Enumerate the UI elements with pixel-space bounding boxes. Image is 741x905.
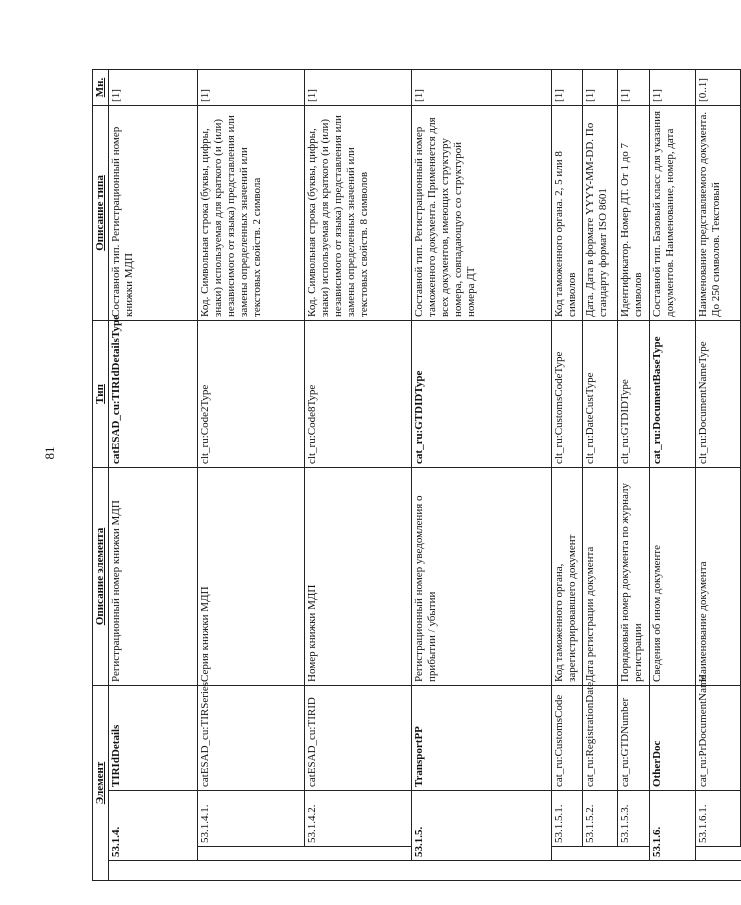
element-description: Порядковый номер документа по журналу регистрации (618, 467, 650, 685)
spec-table (92, 69, 741, 881)
indent-cell (552, 861, 583, 881)
element-type: clt_ru:Code2Type (198, 320, 305, 467)
element-name: OtherDoc (650, 685, 696, 790)
header-description: Описание элемента (93, 467, 109, 685)
element-description: Наименование документа (696, 467, 741, 685)
header-type: Тип (93, 320, 109, 467)
indent-cell (552, 847, 583, 861)
element-type: catESAD_cu:TIRIdDetailsType (109, 320, 198, 467)
multiplicity: [1] (109, 69, 198, 105)
row-number: 53.1.5.1. (552, 791, 583, 847)
element-type: cat_ru:DocumentBaseType (650, 320, 696, 467)
indent-cell (696, 847, 741, 861)
indent-cell (618, 847, 650, 861)
element-name: TIRIdDetails (109, 685, 198, 790)
type-description: Код. Символьная строка (буквы, цифры, знаки) используемая для краткого (и (или) независимого от языка) представления или замены определенных значений или текстовых свойств. 8 символов (305, 105, 412, 320)
row-number: 53.1.5. (412, 791, 552, 861)
element-name: cat_ru:GTDNumber (618, 685, 650, 790)
header-element: Элемент (93, 685, 109, 880)
table-row (552, 69, 583, 880)
element-type: clt_ru:Code8Type (305, 320, 412, 467)
element-description: Серия книжки МДП (198, 467, 305, 685)
indent-cell (305, 861, 412, 881)
multiplicity: [1] (583, 69, 618, 105)
row-number: 53.1.6.1. (696, 791, 741, 847)
table-row (618, 69, 650, 880)
element-description: Регистрационный номер уведомления о прибытии / убытии (412, 467, 552, 685)
row-number: 53.1.5.2. (583, 791, 618, 847)
multiplicity: [1] (618, 69, 650, 105)
element-description: Код таможенного органа, зарегистрировавшего документ (552, 467, 583, 685)
element-name: TransportPP (412, 685, 552, 790)
indent-cell (412, 861, 552, 881)
row-number: 53.1.4.2. (305, 791, 412, 847)
table-header (93, 69, 109, 880)
indent-cell (583, 847, 618, 861)
type-description: Дата. Дата в формате YYYY-MM-DD. По стандарту формат ISO 8601 (583, 105, 618, 320)
header-multiplicity: Мн. (93, 69, 109, 105)
indent-cell (618, 861, 650, 881)
multiplicity: [1] (552, 69, 583, 105)
type-description: Составной тип. Регистрационный номер книжки МДП (109, 105, 198, 320)
table-row (583, 69, 618, 880)
page-number: 81 (42, 446, 57, 460)
indent-cell (650, 861, 696, 881)
element-type: cat_ru:GTDIDType (412, 320, 552, 467)
type-description: Составной тип. Базовый класс для указания документов. Наименование, номер, дата (650, 105, 696, 320)
multiplicity: [0..1] (696, 69, 741, 105)
multiplicity: [1] (650, 69, 696, 105)
element-type: clt_ru:DateCustType (583, 320, 618, 467)
element-description: Дата регистрации документа (583, 467, 618, 685)
type-description: Код таможенного органа. 2, 5 или 8 символов (552, 105, 583, 320)
element-type: clt_ru:DocumentNameType (696, 320, 741, 467)
element-description: Номер книжки МДП (305, 467, 412, 685)
element-name: catESAD_cu:TIRID (305, 685, 412, 790)
table-row (198, 69, 305, 880)
multiplicity: [1] (305, 69, 412, 105)
row-number: 53.1.5.3. (618, 791, 650, 847)
element-name: cat_ru:PrDocumentName (696, 685, 741, 790)
element-description: Сведения об ином документе (650, 467, 696, 685)
indent-cell (198, 861, 305, 881)
indent-cell (198, 847, 305, 861)
indent-cell (305, 847, 412, 861)
header-type-description: Описание типа (93, 105, 109, 320)
indent-cell (583, 861, 618, 881)
spec-table-rotated (92, 70, 722, 881)
table-row (412, 69, 552, 880)
table-row (305, 69, 412, 880)
element-type: clt_ru:GTDIDType (618, 320, 650, 467)
element-description: Регистрационный номер книжки МДП (109, 467, 198, 685)
element-type: clt_ru:CustomsCodeType (552, 320, 583, 467)
table-row (650, 69, 696, 880)
table-row (109, 69, 198, 880)
element-name: cat_ru:CustomsCode (552, 685, 583, 790)
row-number: 53.1.4.1. (198, 791, 305, 847)
indent-cell (696, 861, 741, 881)
table-row (696, 69, 741, 880)
row-number: 53.1.6. (650, 791, 696, 861)
type-description: Код. Символьная строка (буквы, цифры, знаки) используемая для краткого (и (или) независимого от языка) представления или замены определенных значений или текстовых свойств. 2 символа (198, 105, 305, 320)
multiplicity: [1] (412, 69, 552, 105)
element-name: catESAD_cu:TIRSeries (198, 685, 305, 790)
element-name: cat_ru:RegistrationDate (583, 685, 618, 790)
row-number: 53.1.4. (109, 791, 198, 861)
type-description: Наименование представляемого документа. До 250 символов. Текстовый (696, 105, 741, 320)
type-description: Идентификатор. Номер ДТ. От 1 до 7 символов (618, 105, 650, 320)
indent-cell (109, 861, 198, 881)
multiplicity: [1] (198, 69, 305, 105)
type-description: Составной тип. Регистрационный номер таможенного документа. Применяется для всех документов, имеющих структуру номера, совпадающую со структурой номера ДТ (412, 105, 552, 320)
